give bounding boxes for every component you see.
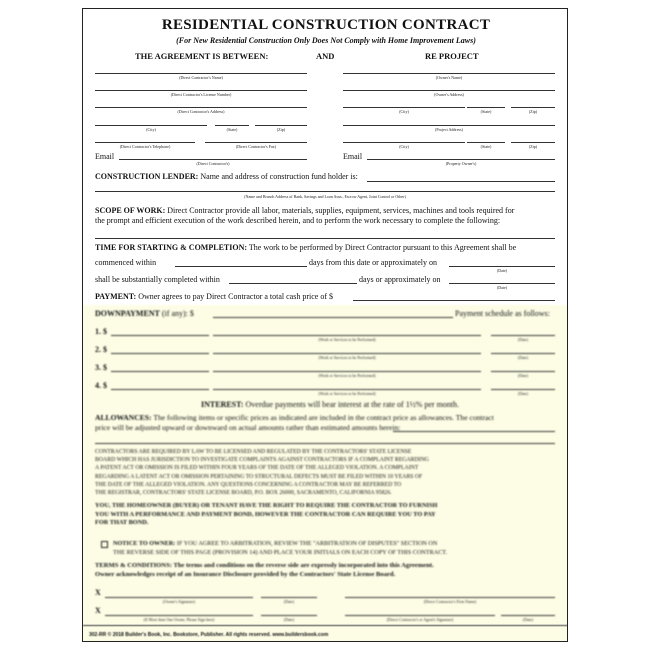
notice-owner-label: NOTICE TO OWNER: bbox=[113, 540, 176, 547]
project-city-line[interactable] bbox=[343, 142, 465, 143]
contractor-firm-line[interactable] bbox=[345, 597, 555, 598]
second-owner-signature-line[interactable] bbox=[105, 615, 253, 616]
notice-owner-text-1: IF YOU AGREE TO ARBITRATION, REVIEW THE "ARBITRATION OF DISPUTES" SECTION ON bbox=[176, 540, 438, 547]
schedule-row-4-date-caption: (Date) bbox=[517, 391, 529, 396]
payment-label: PAYMENT: bbox=[95, 292, 137, 301]
owner-zip-caption: (Zip) bbox=[528, 109, 538, 114]
schedule-row-4-work[interactable] bbox=[213, 389, 481, 390]
contract-subtitle: (For New Residential Construction Only Does Not Comply with Home Improvement Laws) bbox=[176, 36, 476, 45]
downpayment-line[interactable] bbox=[213, 317, 453, 318]
schedule-row-4-work-caption: (Work or Services to be Performed) bbox=[318, 391, 376, 396]
schedule-row-2-date-caption: (Date) bbox=[517, 355, 529, 360]
schedule-row-2-work-caption: (Work or Services to be Performed) bbox=[318, 355, 376, 360]
footer-copyright: 302-RR © 2018 Builder's Book, Inc. Bookstore, Publisher. All rights reserved. www.buildersbook.com bbox=[83, 625, 568, 642]
agent-date-line[interactable] bbox=[501, 615, 555, 616]
contract-title: RESIDENTIAL CONSTRUCTION CONTRACT bbox=[161, 17, 491, 33]
schedule-row-4-label: 4. $ bbox=[95, 381, 107, 390]
schedule-row-3-amount[interactable] bbox=[111, 371, 209, 372]
owner-email-line[interactable] bbox=[367, 159, 555, 160]
time-label: TIME FOR STARTING & COMPLETION: bbox=[95, 243, 248, 252]
owner-date-caption: (Date) bbox=[283, 599, 295, 604]
license-notice-line: CONTRACTORS ARE REQUIRED BY LAW TO BE LICENSED AND REGULATED BY THE CONTRACTORS' STATE LICENSE bbox=[95, 449, 412, 455]
contractor-email-caption: (Direct Contractor's) bbox=[196, 161, 230, 166]
lender-text: Name and address of construction fund holder is: bbox=[200, 172, 358, 181]
re-project-label: RE PROJECT bbox=[425, 51, 479, 61]
agent-signature-line[interactable] bbox=[345, 615, 495, 616]
schedule-row-2-work[interactable] bbox=[213, 353, 481, 354]
owner-city-caption: (City) bbox=[399, 109, 409, 114]
lender-name-line[interactable] bbox=[367, 181, 555, 182]
allowances-line-2[interactable] bbox=[95, 443, 555, 444]
contractor-phone-line[interactable] bbox=[95, 142, 195, 143]
project-address-caption: (Project Address) bbox=[435, 127, 463, 132]
allowances-label: ALLOWANCES: bbox=[95, 413, 152, 422]
commenced-date-caption: (Date) bbox=[496, 268, 508, 273]
payment-schedule-label: Payment schedule as follows: bbox=[455, 309, 550, 318]
second-owner-caption: (If More than One Owner, Please Sign here) bbox=[143, 617, 215, 622]
days-or-label: days or approximately on bbox=[359, 275, 441, 284]
contractor-city-caption: (City) bbox=[146, 127, 156, 132]
allowances-text-2: price will be adjusted upward or downward on actual amounts rather than estimated amounts herein: bbox=[95, 423, 401, 432]
notice-owner-text-2: THE REVERSE SIDE OF THIS PAGE (PROVISION 14) AND PLACE YOUR INITIALS ON EACH COPY OF THIS CONTRACT. bbox=[113, 549, 448, 556]
notice-to-owner-checkbox[interactable] bbox=[101, 541, 108, 548]
lender-caption: (Name and Branch Address of Bank, Savings and Loan Assn., Escrow Agent, Joint Control or Other) bbox=[244, 194, 406, 199]
schedule-row-2-amount[interactable] bbox=[111, 353, 209, 354]
completed-label: shall be substantially completed within bbox=[95, 275, 220, 284]
downpayment-ifany: (if any): $ bbox=[161, 309, 194, 318]
contractor-zip-line[interactable] bbox=[255, 125, 307, 126]
allowances-line-1[interactable] bbox=[393, 431, 555, 432]
project-zip-line[interactable] bbox=[511, 142, 555, 143]
downpayment-label: DOWNPAYMENT bbox=[95, 309, 160, 318]
schedule-row-4-date[interactable] bbox=[491, 389, 555, 390]
schedule-row-3-date[interactable] bbox=[491, 371, 555, 372]
schedule-row-1-work-caption: (Work or Services to be Performed) bbox=[318, 337, 376, 342]
contractor-address-caption: (Direct Contractor's Address) bbox=[177, 109, 225, 114]
contractor-email-label: Email bbox=[95, 152, 115, 161]
terms-label: TERMS & CONDITIONS: bbox=[95, 562, 172, 569]
scope-text-2: the prompt and efficient execution of the work described herein, and to perform the work necessary to complete the following: bbox=[95, 216, 501, 225]
scope-line-1[interactable] bbox=[95, 238, 555, 239]
terms-text-2: Owner acknowledges receipt of an Insurance Disclosure provided by the Contractors' State License Board. bbox=[95, 571, 396, 578]
lender-section bbox=[95, 172, 358, 182]
contract-sheet bbox=[82, 8, 568, 642]
lender-address-line[interactable] bbox=[95, 191, 555, 192]
allowances-row bbox=[95, 413, 557, 423]
project-zip-caption: (Zip) bbox=[528, 144, 538, 149]
payment-amount-line[interactable] bbox=[353, 300, 555, 301]
time-text: The work to be performed by Direct Contractor pursuant to this Agreement shall be bbox=[248, 243, 517, 252]
bond-notice-line: FOR THAT BOND. bbox=[95, 519, 149, 527]
project-state-caption: (State) bbox=[480, 144, 492, 149]
bond-notice bbox=[95, 502, 557, 528]
payment-text: Owner agrees to pay Direct Contractor a total cash price of $ bbox=[138, 292, 333, 301]
second-owner-date-caption: (Date) bbox=[283, 617, 295, 622]
schedule-row-3-work-caption: (Work or Services to be Performed) bbox=[318, 373, 376, 378]
project-state-line[interactable] bbox=[467, 142, 505, 143]
project-address-line[interactable] bbox=[343, 125, 555, 126]
bond-notice-line: YOU WITH A PERFORMANCE AND PAYMENT BOND, HOWEVER THE CONTRACTOR CAN REQUIRE YOU TO PAY bbox=[95, 510, 436, 518]
contractor-license-line[interactable] bbox=[95, 90, 307, 91]
lower-blurred-section bbox=[83, 305, 568, 625]
owner-address-caption: (Owner's Address) bbox=[434, 92, 464, 97]
commenced-days-line[interactable] bbox=[175, 266, 307, 267]
interest-label: INTEREST: bbox=[201, 400, 244, 409]
schedule-row-2-date[interactable] bbox=[491, 353, 555, 354]
signature-x-1: X bbox=[95, 588, 101, 597]
schedule-row-1-amount[interactable] bbox=[111, 335, 209, 336]
schedule-row-2-label: 2. $ bbox=[95, 345, 107, 354]
second-owner-date-line[interactable] bbox=[261, 615, 317, 616]
completed-date-line[interactable] bbox=[449, 283, 555, 284]
owner-signature-caption: (Owner's Signature) bbox=[162, 599, 196, 604]
days-from-label: days from this date or approximately on bbox=[309, 258, 437, 267]
contractor-city-line[interactable] bbox=[95, 125, 207, 126]
owner-city-line[interactable] bbox=[343, 107, 465, 108]
schedule-row-1-work[interactable] bbox=[213, 335, 481, 336]
owner-date-line[interactable] bbox=[261, 597, 317, 598]
schedule-row-1-label: 1. $ bbox=[95, 327, 107, 336]
owner-zip-line[interactable] bbox=[511, 107, 555, 108]
license-notice-line: BOARD WHICH HAS JURISDICTION TO INVESTIGATE COMPLAINTS AGAINST CONTRACTORS IF A COMPLAINT REGARDING bbox=[95, 457, 429, 464]
lender-label: CONSTRUCTION LENDER: bbox=[95, 172, 199, 181]
license-notice-line: THE DATE OF THE ALLEGED VIOLATION. ANY QUESTIONS CONCERNING A CONTRACTOR MAY BE REFERRED TO bbox=[95, 481, 402, 488]
interest-row bbox=[201, 400, 459, 410]
completed-days-line[interactable] bbox=[229, 283, 357, 284]
project-city-caption: (City) bbox=[399, 144, 409, 149]
contractor-fax-caption: (Direct Contractor's Fax) bbox=[235, 144, 277, 149]
scope-section bbox=[95, 206, 557, 216]
scope-label: SCOPE OF WORK: bbox=[95, 206, 166, 215]
commenced-label: commenced within bbox=[95, 258, 157, 267]
contractor-state-caption: (State) bbox=[226, 127, 238, 132]
contractor-phone-caption: (Direct Contractor's Telephone) bbox=[119, 144, 171, 149]
schedule-row-3-work[interactable] bbox=[213, 371, 481, 372]
license-notice bbox=[95, 448, 557, 497]
schedule-row-3-date-caption: (Date) bbox=[517, 373, 529, 378]
contractor-state-line[interactable] bbox=[215, 125, 249, 126]
license-notice-line: A PATENT ACT OR OMISSION IS FILED WITHIN FOUR YEARS OF THE DATE OF THE ALLEGED VIOLATION. A COMPLAINT bbox=[95, 465, 419, 472]
commenced-date-line[interactable] bbox=[449, 266, 555, 267]
completed-date-caption: (Date) bbox=[496, 285, 508, 290]
contractor-address-line[interactable] bbox=[95, 107, 307, 108]
scope-text-1: Direct Contractor provide all labor, materials, supplies, equipment, services, machines and tools required for bbox=[167, 206, 515, 215]
agreement-between-label: THE AGREEMENT IS BETWEEN: bbox=[135, 51, 269, 61]
contractor-name-line[interactable] bbox=[95, 73, 307, 74]
owner-signature-line[interactable] bbox=[105, 597, 253, 598]
and-label: AND bbox=[316, 51, 335, 61]
schedule-row-1-date-caption: (Date) bbox=[517, 337, 529, 342]
contractor-firm-caption: (Direct Contractor's Firm Name) bbox=[423, 599, 477, 604]
contractor-email-line[interactable] bbox=[119, 159, 307, 160]
schedule-row-1-date[interactable] bbox=[491, 335, 555, 336]
allowances-text-1: The following items or specific prices as indicated are included in the contract price as allowances. The contract bbox=[153, 413, 494, 422]
agent-date-caption: (Date) bbox=[522, 617, 534, 622]
contractor-license-caption: (Direct Contractor's License Number) bbox=[170, 92, 232, 97]
license-notice-line: REGARDING A LATENT ACT OR OMISSION PERTAINING TO STRUCTURAL DEFECTS MUST BE FILED WITHIN 10 YEARS OF bbox=[95, 473, 423, 480]
owner-name-caption: (Owner's Name) bbox=[435, 75, 463, 80]
signature-x-2: X bbox=[95, 606, 101, 615]
owner-state-caption: (State) bbox=[480, 109, 492, 114]
contractor-name-caption: (Direct Contractor's Name) bbox=[179, 75, 223, 80]
owner-email-label: Email bbox=[343, 152, 363, 161]
owner-address-line[interactable] bbox=[343, 90, 555, 91]
contractor-fax-line[interactable] bbox=[205, 142, 307, 143]
owner-state-line[interactable] bbox=[467, 107, 505, 108]
schedule-row-4-amount[interactable] bbox=[111, 389, 209, 390]
interest-text: Overdue payments will bear interest at the rate of 1½% per month. bbox=[245, 400, 460, 409]
license-notice-line: THE REGISTRAR, CONTRACTORS' STATE LICENSE BOARD, P.O. BOX 26000, SACRAMENTO, CALIFORNIA 95826. bbox=[95, 490, 392, 497]
contractor-zip-caption: (Zip) bbox=[276, 127, 286, 132]
downpayment-row bbox=[95, 309, 194, 319]
schedule-row-3-label: 3. $ bbox=[95, 363, 107, 372]
time-section bbox=[95, 243, 516, 253]
bond-notice-line: YOU, THE HOMEOWNER (BUYER) OR TENANT HAVE THE RIGHT TO REQUIRE THE CONTRACTOR TO FURNISH bbox=[95, 502, 438, 509]
agent-signature-caption: (Direct Contractor's or Agent's Signature) bbox=[386, 617, 454, 622]
payment-section bbox=[95, 292, 333, 302]
owner-email-caption: (Property Owner's) bbox=[445, 161, 477, 166]
terms-text-1: The terms and conditions on the reverse side are expressly incorporated into this Agreement. bbox=[173, 562, 434, 569]
owner-name-line[interactable] bbox=[343, 73, 555, 74]
